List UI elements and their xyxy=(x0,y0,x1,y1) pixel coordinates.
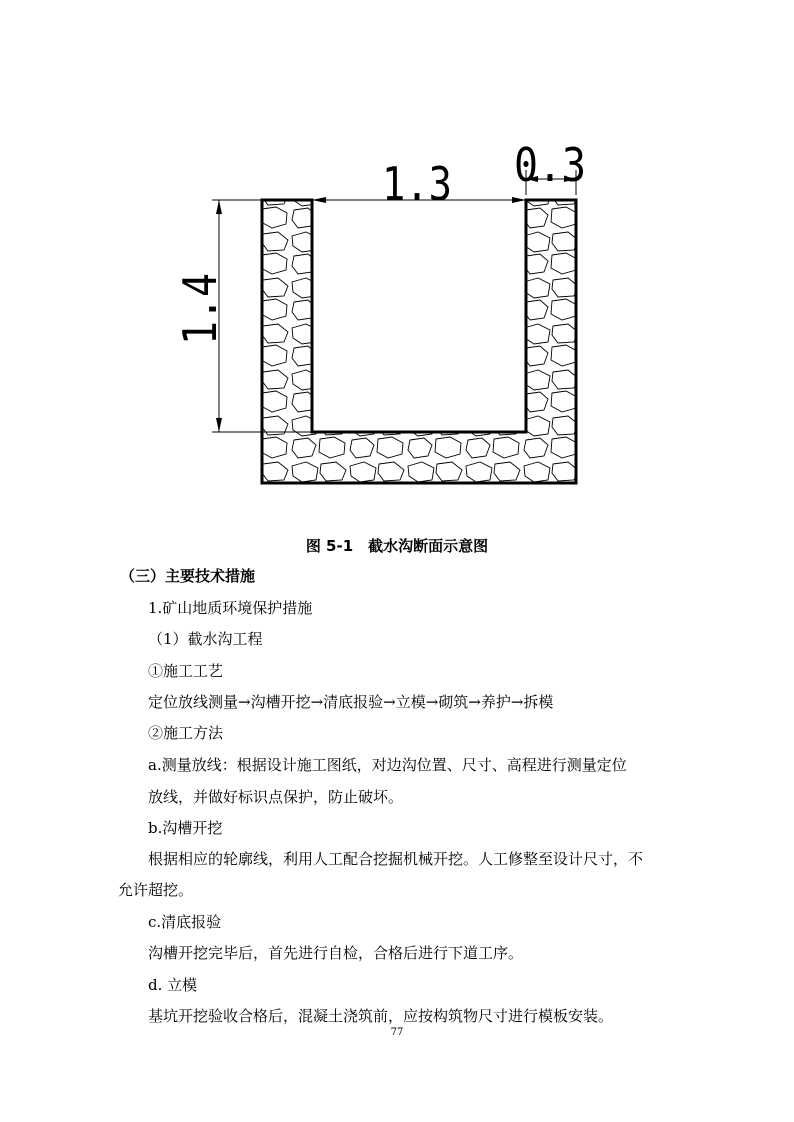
item-1-1-title: （1）截水沟工程 xyxy=(148,630,263,648)
section-heading: （三）主要技术措施 xyxy=(120,567,256,585)
paragraph-b-line-2: 允许超挖。 xyxy=(118,881,194,899)
process-flow: 定位放线测量→沟槽开挖→清底报验→立模→砌筑→养护→拆模 xyxy=(148,693,554,711)
process-title: ①施工工艺 xyxy=(148,662,224,680)
paragraph-a-line-1: a.测量放线：根据设计施工图纸，对边沟位置、尺寸、高程进行测量定位 xyxy=(148,756,627,774)
paragraph-b-title: b.沟槽开挖 xyxy=(148,819,223,837)
height-dimension-label: 1.4 xyxy=(173,261,227,345)
method-title: ②施工方法 xyxy=(148,724,224,742)
width-dimension-label: 1.3 xyxy=(382,157,452,211)
ditch-cross-section-diagram xyxy=(0,0,794,520)
height-arrow-bottom xyxy=(216,418,222,432)
paragraph-c-title: c.清底报验 xyxy=(148,913,222,931)
paragraph-d-title: d. 立模 xyxy=(148,976,198,994)
paragraph-d-line-1: 基坑开挖验收合格后，混凝土浇筑前，应按构筑物尺寸进行模板安装。 xyxy=(148,1007,614,1025)
height-arrow-top xyxy=(216,200,222,214)
item-1-title: 1.矿山地质环境保护措施 xyxy=(148,599,313,617)
paragraph-b-line-1: 根据相应的轮廓线，利用人工配合挖掘机械开挖。人工修整至设计尺寸，不 xyxy=(148,850,644,868)
page-number: 77 xyxy=(390,1027,404,1038)
wall-dimension-label: 0.3 xyxy=(514,138,586,192)
paragraph-c-line-1: 沟槽开挖完毕后，首先进行自检，合格后进行下道工序。 xyxy=(148,944,524,962)
paragraph-a-line-2: 放线，并做好标识点保护，防止破坏。 xyxy=(148,788,404,806)
figure-caption: 图 5-1 截水沟断面示意图 xyxy=(305,537,489,555)
ditch-opening xyxy=(312,200,526,432)
